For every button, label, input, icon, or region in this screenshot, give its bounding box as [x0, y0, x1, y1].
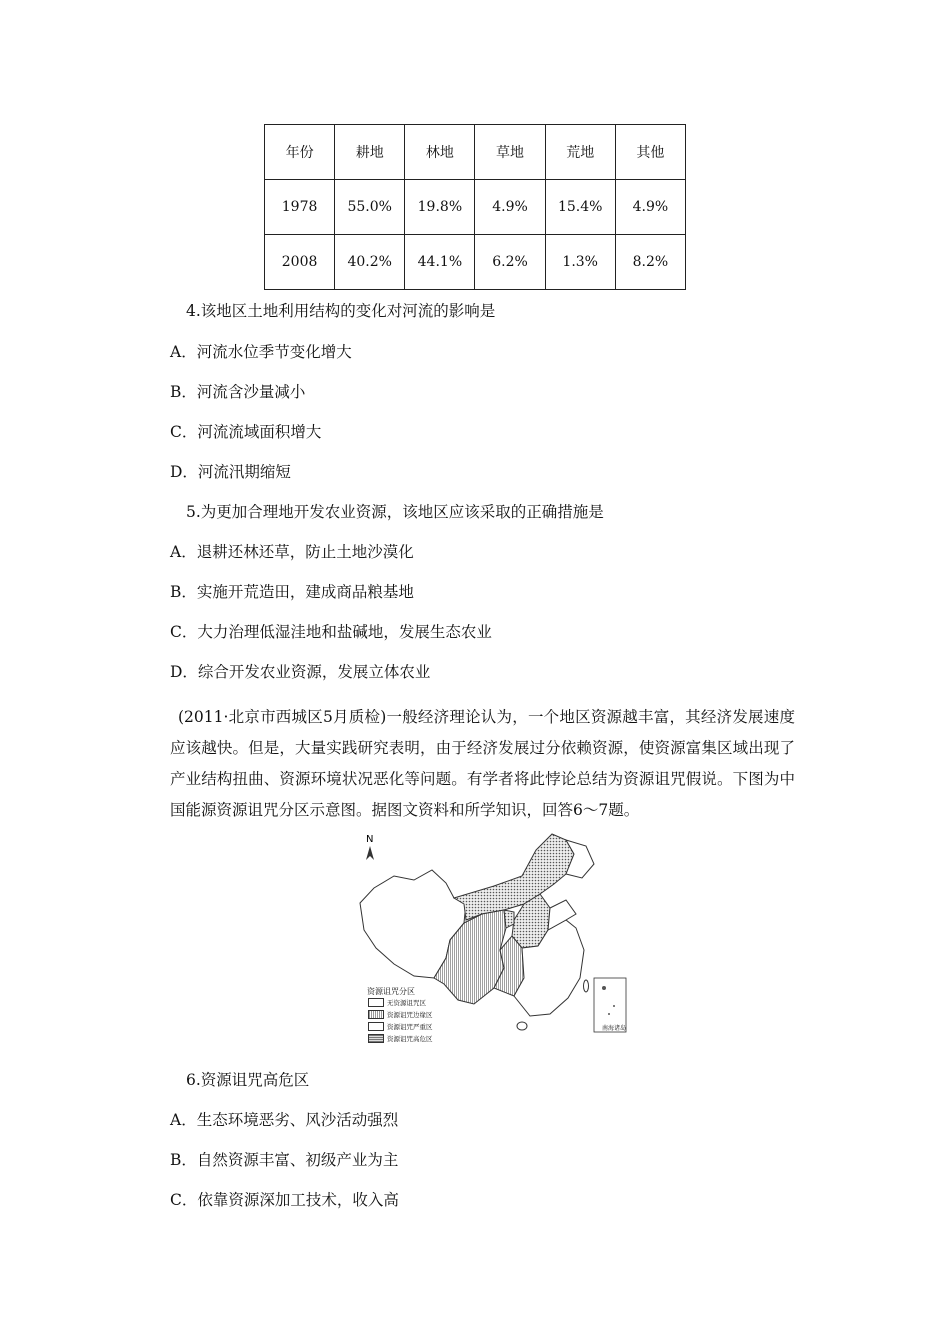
- question-5-option-a: A．退耕还林还草，防止土地沙漠化: [170, 543, 414, 561]
- question-6-option-b: B．自然资源丰富、初级产业为主: [170, 1151, 399, 1169]
- question-5-option-d: D．综合开发农业资源，发展立体农业: [170, 663, 431, 681]
- table-header-cell: 林地: [405, 125, 475, 180]
- legend-title: 资源诅咒分区: [367, 987, 415, 996]
- legend-item: [368, 998, 426, 1007]
- table-header-cell: 荒地: [545, 125, 615, 180]
- inset-island: [602, 986, 606, 990]
- question-4-option-d: D．河流汛期缩短: [170, 463, 291, 481]
- inset-label: 南海诸岛: [602, 1025, 627, 1032]
- question-6-option-c: C．依靠资源深加工技术，收入高: [170, 1191, 399, 1209]
- table-cell: 8.2%: [615, 235, 685, 290]
- table-cell: 4.9%: [475, 180, 545, 235]
- legend-swatch: [368, 1034, 384, 1043]
- question-4-stem: 4.该地区土地利用结构的变化对河流的影响是: [186, 302, 496, 320]
- legend-item: [368, 1022, 433, 1031]
- legend-swatch: [368, 998, 384, 1007]
- question-5-option-b: B．实施开荒造田，建成商品粮基地: [170, 583, 414, 601]
- table-row: [265, 235, 686, 290]
- legend-label: 资源诅咒边缘区: [387, 1011, 433, 1019]
- table-cell: 40.2%: [335, 235, 405, 290]
- question-6-option-a: A．生态环境恶劣、风沙活动强烈: [170, 1111, 399, 1129]
- taiwan-island: [584, 980, 589, 992]
- table-row: [265, 180, 686, 235]
- table-header-cell: 草地: [475, 125, 545, 180]
- legend-label: 资源诅咒高危区: [387, 1035, 433, 1043]
- legend-label: 资源诅咒严重区: [387, 1023, 433, 1031]
- legend-swatch: [368, 1010, 384, 1019]
- legend-label: 无资源诅咒区: [387, 999, 426, 1007]
- table-cell: 15.4%: [545, 180, 615, 235]
- table-cell: 55.0%: [335, 180, 405, 235]
- legend-swatch: [368, 1022, 384, 1031]
- hainan-island: [517, 1022, 527, 1030]
- table-cell: 44.1%: [405, 235, 475, 290]
- table-header-row: [265, 125, 686, 180]
- question-4-option-c: C．河流流域面积增大: [170, 423, 322, 441]
- table-cell: 2008: [265, 235, 335, 290]
- question-6-stem: 6.资源诅咒高危区: [186, 1071, 310, 1089]
- land-use-table: [264, 124, 686, 290]
- region-high-risk-ningxia: [504, 910, 514, 928]
- table-header-cell: 年份: [265, 125, 335, 180]
- china-resource-curse-map: [354, 828, 632, 1058]
- table-cell: 6.2%: [475, 235, 545, 290]
- legend-item: [368, 1034, 433, 1043]
- table-cell: 19.8%: [405, 180, 475, 235]
- question-5-stem: 5.为更加合理地开发农业资源，该地区应该采取的正确措施是: [186, 503, 604, 521]
- question-4-option-b: B．河流含沙量减小: [170, 383, 306, 401]
- table-header-cell: 耕地: [335, 125, 405, 180]
- north-arrow-icon: [366, 846, 374, 860]
- question-4-option-a: A．河流水位季节变化增大: [170, 343, 352, 361]
- table-cell: 1.3%: [545, 235, 615, 290]
- north-label: N: [366, 834, 374, 845]
- table-cell: 1978: [265, 180, 335, 235]
- inset-island: [613, 1005, 615, 1007]
- inset-island: [608, 1013, 610, 1015]
- question-5-option-c: C．大力治理低湿洼地和盐碱地，发展生态农业: [170, 623, 492, 641]
- passage-paragraph: (2011·北京市西城区5月质检)一般经济理论认为，一个地区资源越丰富，其经济发展速度应该越快。但是，大量实践研究表明，由于经济发展过分依赖资源，使资源富集区域出现了产业结构扭曲、资源环境状况恶化等问题。有学者将此悖论总结为资源诅咒假说。下图为中国能源资源诅咒分区示意图。据图文资料和所学知识，回答6～7题。: [170, 708, 795, 819]
- table-header-cell: 其他: [615, 125, 685, 180]
- table-cell: 4.9%: [615, 180, 685, 235]
- legend-item: [368, 1010, 433, 1019]
